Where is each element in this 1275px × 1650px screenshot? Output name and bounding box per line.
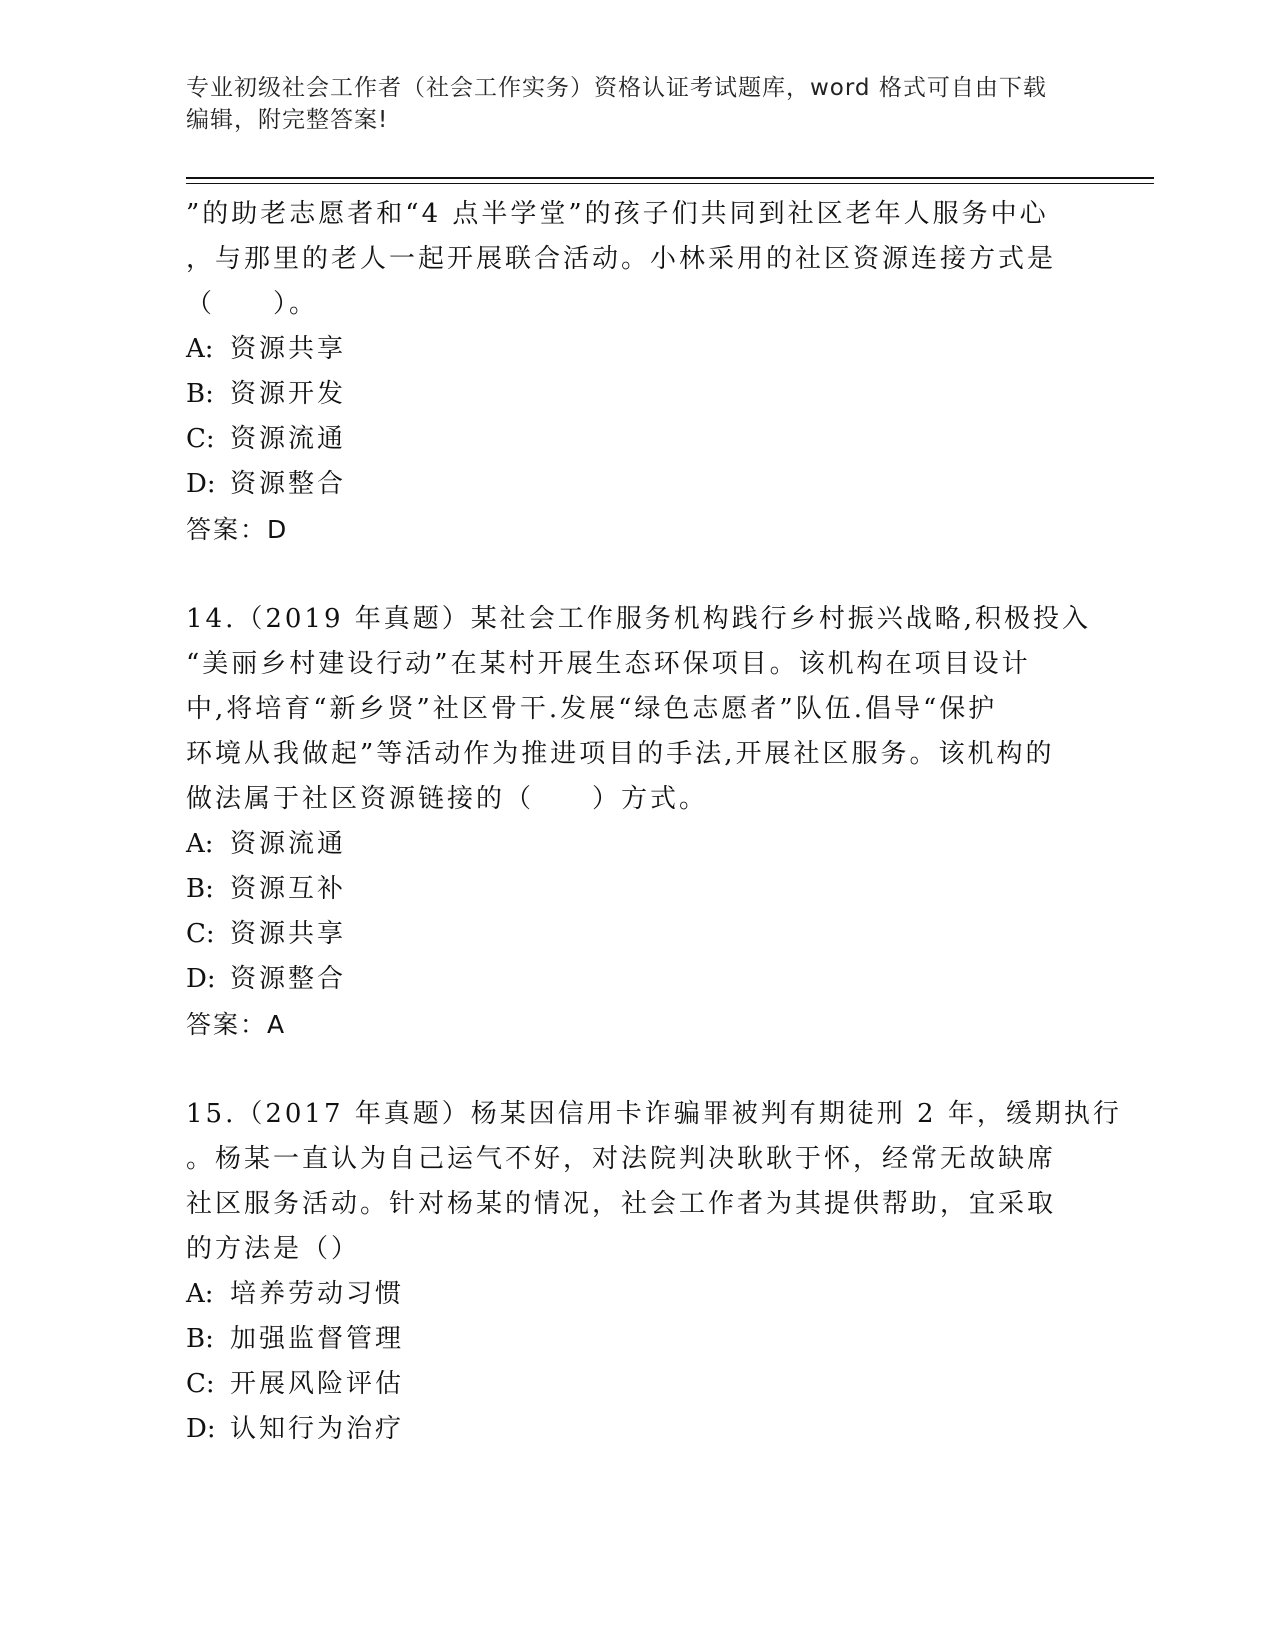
- question-15: [186, 1092, 1122, 1452]
- question-15-option-a: [186, 1272, 1106, 1317]
- question-13-line-1: ”的助老志愿者和“4 点半学堂”的孩子们共同到社区老年人服务中心: [186, 199, 1049, 229]
- option-label: B:: [186, 874, 214, 904]
- question-13-option-b: [186, 372, 1106, 417]
- question-15-line-1: 15.（2017 年真题）杨某因信用卡诈骗罪被判有期徒刑 2 年，缓期执行: [186, 1099, 1122, 1129]
- option-label: C:: [186, 919, 215, 949]
- option-text: 资源开发: [230, 379, 347, 409]
- question-14-line-3: 中,将培育“新乡贤”社区骨干.发展“绿色志愿者”队伍.倡导“保护: [186, 694, 998, 724]
- question-14-option-b: [186, 867, 1106, 912]
- option-label: C:: [186, 1369, 215, 1399]
- question-14-line-2: “美丽乡村建设行动”在某村开展生态环保项目。该机构在项目设计: [186, 649, 1031, 679]
- question-13-option-d: [186, 462, 1106, 507]
- document-header: [186, 72, 1086, 136]
- option-text: 开展风险评估: [230, 1369, 405, 1399]
- question-13-option-a: [186, 327, 1106, 372]
- question-13-option-c: [186, 417, 1106, 462]
- option-text: 资源共享: [230, 334, 347, 364]
- option-label: C:: [186, 424, 215, 454]
- question-13-line-3: （ ）。: [186, 289, 319, 319]
- header-rule-thin: [186, 183, 1154, 184]
- question-14-option-c: [186, 912, 1106, 957]
- question-13: [186, 192, 1106, 552]
- option-label: A:: [186, 1279, 214, 1309]
- header-rule-thick: [186, 177, 1154, 179]
- question-15-option-d: [186, 1407, 1106, 1452]
- question-14-option-d: [186, 957, 1106, 1002]
- option-label: B:: [186, 1324, 214, 1354]
- question-15-line-4: 的方法是（）: [186, 1234, 361, 1264]
- option-label: D:: [186, 1414, 216, 1444]
- question-15-option-b: [186, 1317, 1106, 1362]
- question-15-line-3: 社区服务活动。针对杨某的情况，社会工作者为其提供帮助，宜采取: [186, 1189, 1057, 1219]
- question-13-answer: 答案：D: [186, 515, 289, 544]
- question-15-option-c: [186, 1362, 1106, 1407]
- question-14-option-a: [186, 822, 1106, 867]
- option-label: B:: [186, 379, 214, 409]
- header-line-1: 专业初级社会工作者（社会工作实务）资格认证考试题库，word 格式可自由下载: [186, 75, 1047, 101]
- question-13-line-2: ，与那里的老人一起开展联合活动。小林采用的社区资源连接方式是: [186, 244, 1057, 274]
- spacer: [186, 552, 1106, 597]
- question-15-line-2: 。杨某一直认为自己运气不好，对法院判决耿耿于怀，经常无故缺席: [186, 1144, 1057, 1174]
- option-text: 资源共享: [230, 919, 347, 949]
- question-14-line-4: 环境从我做起”等活动作为推进项目的手法,开展社区服务。该机构的: [186, 739, 1055, 769]
- header-line-2: 编辑，附完整答案!: [186, 107, 389, 133]
- option-label: A:: [186, 334, 214, 364]
- option-text: 资源整合: [230, 469, 347, 499]
- option-text: 培养劳动习惯: [230, 1279, 405, 1309]
- question-content: [186, 192, 1122, 1452]
- question-14-line-1: 14.（2019 年真题）某社会工作服务机构践行乡村振兴战略,积极投入: [186, 604, 1092, 634]
- option-label: A:: [186, 829, 214, 859]
- question-14: [186, 597, 1106, 1047]
- option-text: 认知行为治疗: [230, 1414, 405, 1444]
- question-14-line-5: 做法属于社区资源链接的（ ）方式。: [186, 784, 709, 814]
- option-text: 资源流通: [230, 424, 347, 454]
- option-text: 资源互补: [230, 874, 347, 904]
- spacer: [186, 1047, 1106, 1092]
- option-text: 资源流通: [230, 829, 347, 859]
- option-label: D:: [186, 469, 216, 499]
- option-text: 加强监督管理: [230, 1324, 405, 1354]
- question-14-answer: 答案：A: [186, 1010, 287, 1039]
- option-text: 资源整合: [230, 964, 347, 994]
- option-label: D:: [186, 964, 216, 994]
